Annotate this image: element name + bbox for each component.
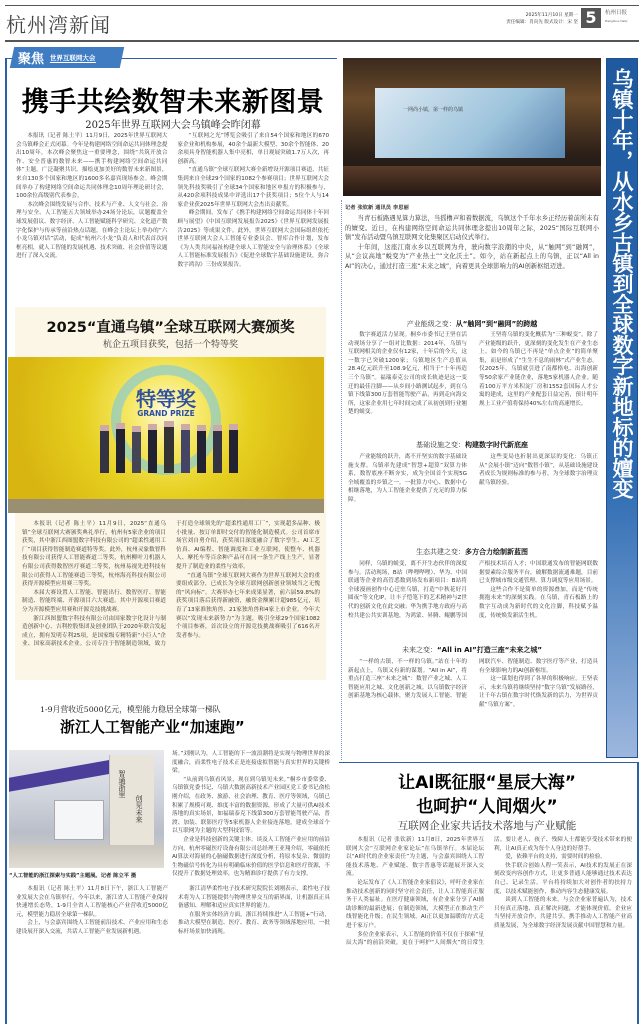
section-head-ecosystem: 生态共建之变：多方合力绘制新蓝图 [416,548,528,556]
exhibit-photo [9,750,164,868]
editor-credits: 责任编辑：肖向先 版式设计：宋 坚 [506,20,578,25]
award-photo [8,357,324,513]
award-article: 本报讯（记者 陈土平）11月9日，2025“直通乌镇”全球互联网大赛颁奖典礼举行，杭州有5家企业的项目获奖，其中浙江西图盟数字科技有限公司的“超柔性通用工厂”项目获得智能制造赛道特等奖。此外，杭州灵象数智科技有限公司获得人工智能赛道二等奖，杭州柳叶刀机器人有限公司获得数智医疗赛道二等奖，杭州易视先进科技有限公司获得人工智能赛道三等奖，杭州海亮科技有限公司获得开源模型应用赛三等奖。 本届大赛设置人工智能、智能出行、数智医疗、智能制造、智能终端、开源项目六大赛道。其中开源项目赛道分为开源模型应用赛和开源竞技挑战赛。 浙江西图盟数字科技有限公司由国家数字化设计与制造创新中心、吉利控股集团及创业团队于2020年联合发起成立，拥有发明专利25项，是国家级专精特新“小巨人”企业、国家高新技术企业。公司专注于智能制造领域，致力于打造全球领先的“超柔性通用工厂”，实现超多品种、极小批量、按订单即时交付的智能化制造模式。公司首席市场官刘自勇介绍，获奖项目深度融合了数字孪生、AI工艺仿真、AI编程、智能调度和工业互联网，使整车、机器人、摩托车等百余种产品可在同一条生产线上生产，显著提升了制造业的柔性与效率。 “直通乌镇”全球互联网大赛作为世界互联网大会的重要组成部分，已成长为全球互联网创新创业领域当之无愧的“风向标”。大赛举办七年来成果显著，前六届59.8%的获奖项目落后获得新融资，融资金额累计超985亿元，培育了13家准独角兽、21家独角兽和4家上市企业。今年大赛以“发现未来新势力”为主题，吸引全球29个国家1082个项目参赛，首次设立的开源竞技挑战赛吸引了616名开发者参与。 [22,521,320,648]
forum-headline-1: 让AI既征服“星辰大海” [398,773,576,793]
exhibit-text-2: 创见未来 [135,795,143,823]
forum-subtitle: 互联网企业家共话技术落地与产业赋能 [397,820,577,832]
ai-kicker: 1-9月营收近5000亿元，模型能力稳居全球第一梯队 [40,705,221,714]
exhibit-text-1: 智通浙里 [118,770,126,798]
award-headline: 2025“直通乌镇”全球互联网大赛颁奖 [46,320,295,336]
feature-intro: 当青石板路遇见算力算法，当摇橹声和着数据流，乌镇这个千年水乡正经历着前所未有的嬗变。近日，在构建网络空间命运共同体理念提出10周年之际，2025“国际互联网小镇”发布活动暨乌镇互联网文化集聚区启动仪式举行。 十年间，这座江南水乡以互联网为舟，驶向数字浪潮的中央，从“触网”到“融网”，从“会议高地”蜕变为“产业热土”“文化沃土”。如今，站在新起点上的乌镇，正以“All in AI”的决心，通过打造三座“未来之城”，向着更具全球影响力的AI创新枢纽迈进。 [345,215,599,270]
section-ecosystem: 同样，乌镇的蜕变，离不开生态伙伴的深度参与。活动现场，B站（哔哩哔哩）、华为、中国联通等企业的高管悉数到场发布新项目：B站将全球漫画创作中心迁驻乌镇，打造“中秋花好月圆夜”等文化IP，让丰子恺笔下的艺术精神与Z世代的创新文化在此交融；华为携手地方政府与高校共建公共实训基地，为鸿蒙、昇腾、鲲鹏等国产根技术培育人才；中国联通发布的智能网联数据要素综合服务平台，破解数据流通难题，目前已支撑城市级交通管理、算力调度等应用场景。 这些合作不是简单的资源叠加，而是“传统拥抱未来”的深刻实践。在乌镇，青石板路上的数字互动成为新时代的文化注脚，科技赋予温度，传统焕发新活生机。 [348,561,598,619]
awardees [100,421,238,473]
focus-tag: 聚焦 世界互联网大会 [10,47,124,68]
summit-photo [343,58,601,196]
section-industry: 数字赛道活力显现。桐乡市委书记王坚在活动现场分享了一组对比数据：2014年，乌镇与互联网相关的企业仅有12家，十年后的今天，这一数字已突破1200家；乌镇地区生产总值从28.4亿元跃升至108.9亿元，相当于“十年再造三个乌镇”。福瑞泰克公司的成长轨迹是这一变迁的最佳注脚——从乡间小路测试起步，到在乌镇下线第300万套智能驾驶产品，再到走向海交所，这家企业用七年时间完成了从初创到行业翘楚的蜕变。 王坚将乌镇的变化概括为“三种蜕变”。除了产业能级的跃升，更深刻的变化发生在产业生态上。如今的乌镇已不再是“单点企业”的简单聚集，而是形成了“生生不息的雨林”式产业生态。仅2025年，乌镇就引进了南都格电、出海创新等50余家产业链企业，落地5家机器人企业。随着100万平方米积淀厂房和1552套国际人才公寓的建成，这里的产业配套日益完善，预计明年规上工业产值将保持40%左右的高速增长。 [348,332,598,416]
ai-article: 本报讯（记者 陈土平）11月8日下午，浙江人工智能产业发展大会在乌镇举行。今年以来，浙江省人工智能产业保持快速增长态势，1-9月全省人工智能核心产业营收近5000亿元，模型能力稳居全球第一梯队。 会上，与会嘉宾围绕人工智能前沿技术、产业应用和生态建设展开深入交流，共话人工智能产业发展新机遇。 浙江清华柔性电子技术研究院院长刘刚表示，柔性电子技术将为人工智能提供与物理世界交互的新界面，让机器真正具备感知、理解和适应真实世界的能力。 在服务实体经济方面，浙江持续推进“人工智能+”行动，推动大模型在制造、医疗、教育、政务等领域落地应用，一批标杆场景加快涌现。 [16,886,330,935]
section-head-industry: 产业能级之变：从“触网”到“融网”的跨越 [406,320,538,328]
lead-headline: 携手共绘数智未来新图景 [21,87,325,118]
photo-caption: “人工智能的浙江探索与实践”主题展。记者 陈立平 摄 [9,873,137,879]
section-head-infra: 基础设施之变：构建数字时代新底座 [416,441,528,449]
vertical-title: 乌镇十年，从水乡古镇到全球数字新地标的嬗变 [610,68,634,499]
photo-credit: 记者 张钦新 通讯员 李思丽 [345,205,409,211]
issue-date: 2025年11月10日 星期一 [525,13,578,18]
paper-logo: 杭州日报 Hangzhou Daily [605,10,628,23]
section-head-future: 未来之变：“All in AI”打造三座“未来之城” [402,646,542,654]
section-infra: 产业能级的跃升，离不开坚实的数字基础设施支撑。乌镇率先建成“智慧+超算”双算力体系，数智底座不断夯实，成为全国首个实现5G全域覆盖的乡镇之一。一批算力中心、数据中心相继落地，为人工智能企业提供了充足的算力保障。 这些变局也折射出更深层的变化：乌镇正从“会展小镇”迈向“数智小镇”，从基础设施建设者成长为规则标准的参与者，为全球数字治理贡献乌镇经验。 [348,454,598,503]
forum-headline-2: 也呵护“人间烟火” [416,797,558,817]
section-future: “一样的古镇，不一样的乌镇。”站在十年的新起点上，乌镇又有新的谋划。“All in AI”，将重点打造三座“未来之城”：数智产业之城、人工智能应用之城、文化创新之城。以乌镇数字经济创新基地为核心载体，聚力发展人工智能、智能网联汽车、智能制造、数字医疗等产业，打造具有全球影响力的AI创新枢纽。 这一谋划也得到了各界的积极响应。王坚表示，未来乌镇将继续坚持“数字乌镇”发展路径，让千年古镇在数字时代焕发新的活力，为世界贡献“乌镇方案”。 [348,659,598,708]
ai-side-article: 场。”刘刚认为，人工智能的下一波浪潮将是实现与物理世界的深度融合，而柔性电子技术正是连接虚拟智能与真实世界的关键桥梁。 “从前到乌镇看风景，现在到乌镇见未来。”桐乡市委常委、乌镇镇党委书记、乌镇大数据高新技术产业园区党工委书记俞松刚介绍，在政务、旅游、社会治理、教育、医疗等领域，乌镇已积累了规模可观、维度丰富的数据资源，形成了大量可供AI技术落地的真实场景，如福瑞泰克下线第300万套智能驾驶产品，普渡、加装、联影医疗等5家机器人企业接连落地，建成全球首个以互联网为主题的大型科技馆等。 企业是科技创新的关键主体。谈及人工智能产业应用的前沿方向，杭州零磁医疗设备有限公司总经理王亚翔介绍，零磁依托AI算法对海量的心脑磁数据进行深度分析，将原本复杂、微弱的生物磁信号转化为具有明确临床价值的医学信息和医疗资源，不仅提升了数据处理效率，也为精准诊疗提供了有力支撑。 [172,751,330,878]
award-subtitle: 杭企五项目获奖，包括一个特等奖 [102,340,238,350]
feature-divider [341,200,342,760]
screen-text: 一网尚小镇，第一样的乌镇 [403,107,464,113]
grand-prize-text: 特等奖 [136,387,196,411]
page-number: 5 [581,8,601,28]
grand-prize-en: GRAND PRIZE [137,409,195,418]
section-title: 杭州湾新闻 [6,13,111,37]
lead-subtitle: 2025年世界互联网大会乌镇峰会昨闭幕 [85,120,261,131]
forum-article: 本报讯（记者 张钦新）11月8日，2025年世界互联网大会“互联网企业家论坛”在乌镇举行。本届论坛以“AI时代的企业家责任”为主题，与会嘉宾围绕人工智能技术落地、产业赋能、数字普惠等话题展开深入交流。 论坛发布了《人工智能企业家倡议》，呼吁企业家在推动技术创新的同时坚守社会责任，让人工智能真正服务于人类福祉。在医疗健康领域，有企业家分享了AI辅助诊断的最新进展；在制造领域，大模型正在推动生产线智能化升级；在民生领域，AI正以更加温暖的方式走进千家万户。 多位企业家表示，人工智能的价值不仅在于探索“星辰大海”的前沿突破，更在于呵护“人间烟火”的日常生活。要让老人、孩子、残障人士都能享受技术带来的便利，让AI真正成为每个人身边的好帮手。 爱，依赖平台的支持，需要时间的检验。 快手联合创始人程一笑表示，AI技术的发展正在深刻改变内容创作方式，让更多普通人能够通过技术表达自己、记录生活。平台将持续加大对创作者的扶持力度，以技术赋能创作，推动内容生态健康发展。 谈到人工智能的未来，与会企业家普遍认为，技术只有真正落地、真正解决问题，才能体现价值。企业应当坚持开放合作，共建共享，携手推动人工智能产业高质量发展，为全球数字经济发展贡献中国智慧和力量。 [346,837,632,947]
ai-headline: 浙江人工智能产业“加速跑” [60,718,245,736]
lead-article: 本报讯（记者 陈土平）11月9日，2025年世界互联网大会乌镇峰会正式闭幕。今年是构建网络空间命运共同体理念提出10周年，本次峰会聚焦这一重要理念，围绕“共筑开放合作、安全普惠的数智未来——携手构建网络空间命运共同体”主题，广泛凝聚共识，描绘更加美好的数智未来新图景，来自130多个国家和地区的1600多名嘉宾现场参会。峰会期间举办了构建网络空间命运共同体理念10周年理论研讨会，100余位高级别代表参会。 本次峰会围绕发展与合作、技术与产业、人文与社会、治理与安全、人工智能五大领域举办24场分论坛，议题覆盖全球发展倡议、数字经济、人工智能赋能科学研究、文化遗产数字化保护与传承等前沿热点话题。在峰会主论坛上举办的“六小龙乌镇对话”活动，促成“杭州六小龙”负责人和代表首次同框亮相，就人工智能的发展机遇、技术突破、社会价值等议题进行了深入交流。 “互联网之光”博览会吸引了来自54个国家和地区的670家企业和机构参展，40余个最新大模型、30余个智能体、20余项具身智能机器人集中亮相，单日观展突破1.7万人次，再创新高。 “直通乌镇”全球互联网大赛全新增设开源项目赛道，共征集到来自全球29个国家的1082个参赛项目；世界互联网大会领先科技奖吸引了全球34个国家和地区申报方的积极参与，从420余项科技成果中评选出17个获奖项目；5位个人与14家企业获2025年世界互联网大会杰出贡献奖。 峰会期间，发布了《携手构建网络空间命运共同体十年回顾与展望》《中国互联网发展报告2025》《世界互联网发展报告2025》等成果文件。此外，世界互联网大会国际组织依托世界互联网大会人工智能专业委员会、智库合作计划，发布《为人类共同福祉构建全球人工智能安全与治理体系》《全球人工智能标准发展报告》《促进全球数字基础设施建设，弥合数字鸿沟》三份成果报告。 [16,133,329,268]
